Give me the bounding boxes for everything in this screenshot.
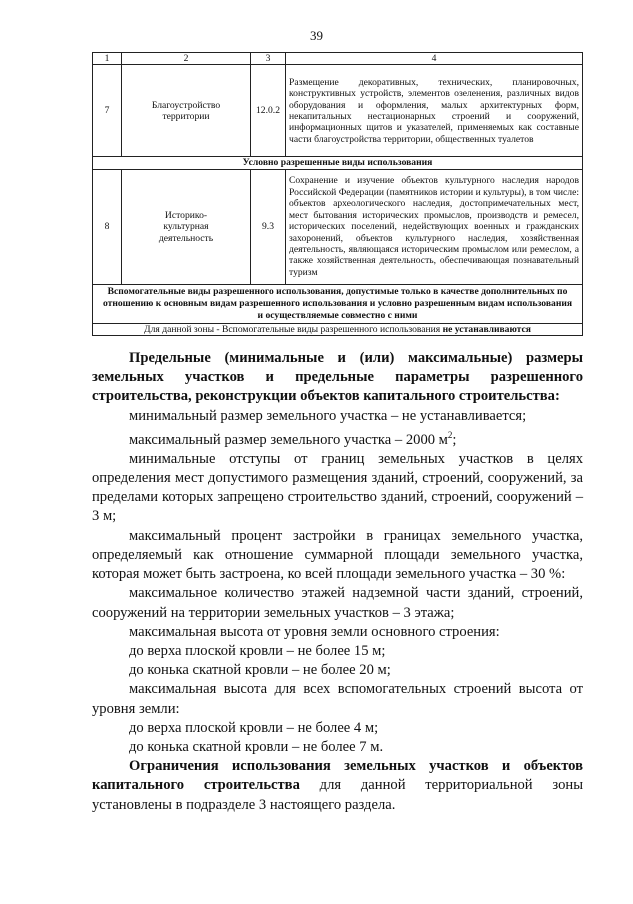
row-number: 7 xyxy=(93,65,122,157)
zone-note-row xyxy=(93,323,583,335)
row-code: 12.0.2 xyxy=(251,65,286,157)
paragraph-text: ; xyxy=(452,431,457,448)
row-name-line: деятельность xyxy=(158,232,214,244)
final-paragraph xyxy=(92,757,583,815)
section-heading: Условно разрешенные виды использования xyxy=(93,157,583,169)
paragraph-text: максимальный размер земельного участка – 2000 м xyxy=(129,431,448,448)
paragraph: до верха плоской кровли – не более 4 м; xyxy=(129,719,379,736)
row-description: Размещение декоративных, технических, планировочных, конструктивных устройств, элементов озеленения, различных видов оборудования и оформления, малых архитектурных форм, некапитальных нестационарных строений и сооружений, информационных щитов и указателей, применяемых как составные части благоустройства территории, общественных туалетов xyxy=(286,65,583,157)
conditional-uses-header xyxy=(93,157,583,169)
row-description: Сохранение и изучение объектов культурного наследия народов Российской Федерации (памятников истории и культуры), в том числе: объектов археологического наследия, достопримечательных мест, мест бытования исторических промыслов, производств и ремесел, исторических поселений, недействующих военных и гражданских захоронений, объектов культурного наследия, хозяйственная деятельность, являющаяся историческим промыслом или ремеслом, а также хозяйственная деятельность, обеспечивающая познавательный туризм xyxy=(286,169,583,284)
header-cell-3: 3 xyxy=(251,53,286,65)
paragraph: максимальное количество этажей надземной части зданий, строений, сооружений на территории земельных участков – 3 этажа; xyxy=(92,585,583,621)
header-cell-4: 4 xyxy=(286,53,583,65)
regulations-text xyxy=(92,349,583,815)
table-row xyxy=(93,65,583,157)
page-number: 39 xyxy=(310,28,323,43)
row-name xyxy=(122,65,251,157)
paragraph: минимальный размер земельного участка – не устанавливается; xyxy=(129,407,527,424)
zone-note-text: Для данной зоны - Вспомогательные виды разрешенного использования xyxy=(144,323,443,335)
superscript: 2 xyxy=(447,429,453,440)
section-heading: Вспомогательные виды разрешенного использования, допустимые только в качестве дополнительных по отношению к основным видам разрешенного использования и условно разрешенным видам использования и осуществляемые совместно с ними xyxy=(93,284,583,323)
zone-note-emphasis: не устанавливаются xyxy=(442,323,531,335)
header-cell-2: 2 xyxy=(122,53,251,65)
paragraph: максимальный процент застройки в границах земельного участка, определяемый как отношение суммарной площади земельного участка, которая может быть застроена, ко всей площади земельного участка – 30 %: xyxy=(92,527,583,583)
row-name xyxy=(122,169,251,284)
table-row xyxy=(93,169,583,284)
row-name-line: Благоустройство xyxy=(151,99,221,111)
final-emphasis: Ограничения использования земельных участков и объектов капитального строительства xyxy=(92,758,583,794)
row-code: 9.3 xyxy=(251,169,286,284)
row-name-line: культурная xyxy=(163,221,209,233)
zone-note xyxy=(93,323,583,335)
paragraph xyxy=(92,426,583,450)
row-name-line: территории xyxy=(162,110,210,122)
paragraph: минимальные отступы от границ земельных участков в целях определения мест допустимого размещения зданий, строений, сооружений, за пределами которых запрещено строительство зданий, строений, сооружений – 3 м; xyxy=(92,450,583,525)
row-number: 8 xyxy=(93,169,122,284)
paragraph: максимальная высота для всех вспомогательных строений высота от уровня земли: xyxy=(92,681,583,717)
paragraph: до конька скатной кровли – не более 20 м; xyxy=(129,662,391,679)
paragraph: до верха плоской кровли – не более 15 м; xyxy=(129,642,386,659)
paragraph: максимальная высота от уровня земли основного строения: xyxy=(129,623,500,640)
row-name-line: Историко- xyxy=(164,209,208,221)
final-text: для данной территориальной зоны установлены в подразделе 3 настоящего раздела. xyxy=(92,777,583,813)
auxiliary-uses-header xyxy=(93,284,583,323)
header-cell-1: 1 xyxy=(93,53,122,65)
section-heading-paragraph: Предельные (минимальные и (или) максимальные) размеры земельных участков и предельные параметры разрешенного строительства, реконструкции объектов капитального строительства: xyxy=(92,350,583,405)
paragraph: до конька скатной кровли – не более 7 м. xyxy=(129,738,384,755)
table-header-row xyxy=(93,53,583,65)
land-use-table xyxy=(92,52,583,336)
